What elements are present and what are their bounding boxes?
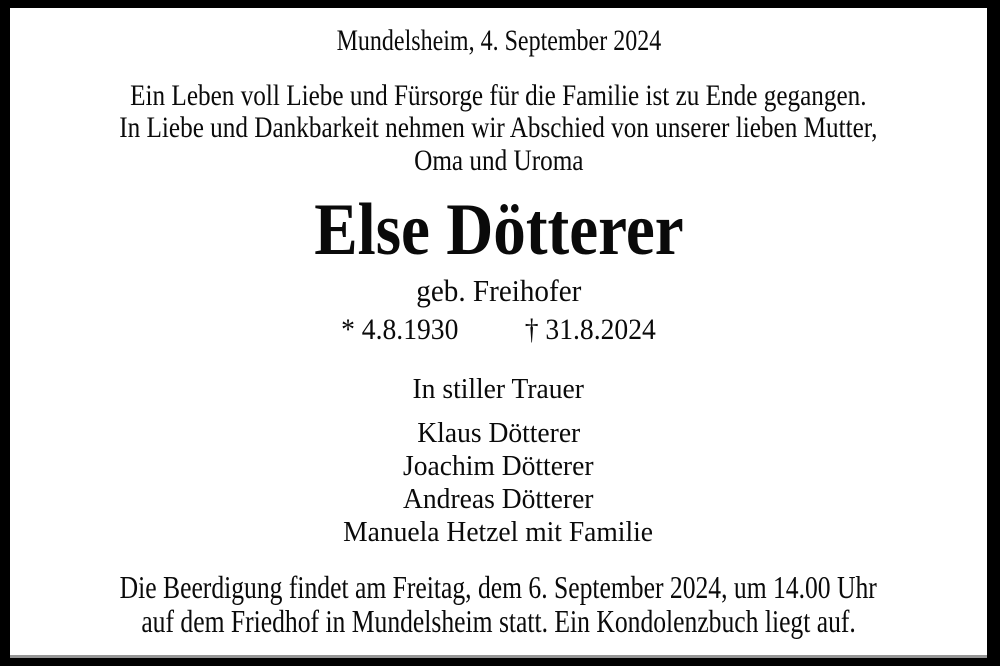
mourning-heading-text: In stiller Trauer (412, 373, 585, 405)
dateline-text: Mundelsheim, 4. September 2024 (336, 24, 661, 57)
funeral-info-line: Die Beerdigung findet am Freitag, dem 6. September 2024, um 14.00 Uhr (119, 569, 878, 605)
mourner-line: Andreas Dötterer (403, 483, 594, 515)
mourners-list (10, 417, 987, 549)
mourner-line: Klaus Dötterer (417, 417, 580, 449)
funeral-info-line: auf dem Friedhof in Mundelsheim statt. Ein Kondolenzbuch liegt auf. (141, 602, 856, 639)
mourner-line: Manuela Hetzel mit Familie (343, 516, 654, 548)
scan-border-left (0, 0, 10, 666)
intro-line: In Liebe und Dankbarkeit nehmen wir Abschied von unserer lieben Mutter, (119, 111, 878, 145)
scan-border-bottom (0, 658, 1000, 666)
dateline (10, 25, 987, 57)
scan-border-right (987, 0, 1000, 666)
life-dates-row (336, 313, 662, 347)
death-date: † 31.8.2024 (524, 313, 656, 346)
intro-line: Oma und Uroma (413, 143, 584, 177)
intro-line: Ein Leben voll Liebe und Fürsorge für die Familie ist zu Ende gegangen. (130, 79, 867, 112)
deceased-name-text: Else Dötterer (313, 189, 684, 271)
funeral-info-paragraph (10, 571, 987, 638)
scan-border-top (0, 0, 1000, 8)
maiden-name-text: geb. Freihofer (415, 273, 582, 308)
intro-paragraph (10, 80, 987, 177)
maiden-name (10, 274, 987, 308)
mourner-line: Joachim Dötterer (403, 450, 594, 482)
mourning-heading (10, 373, 987, 405)
deceased-name-heading (10, 189, 987, 271)
life-dates (10, 313, 987, 347)
birth-date: * 4.8.1930 (340, 313, 458, 346)
